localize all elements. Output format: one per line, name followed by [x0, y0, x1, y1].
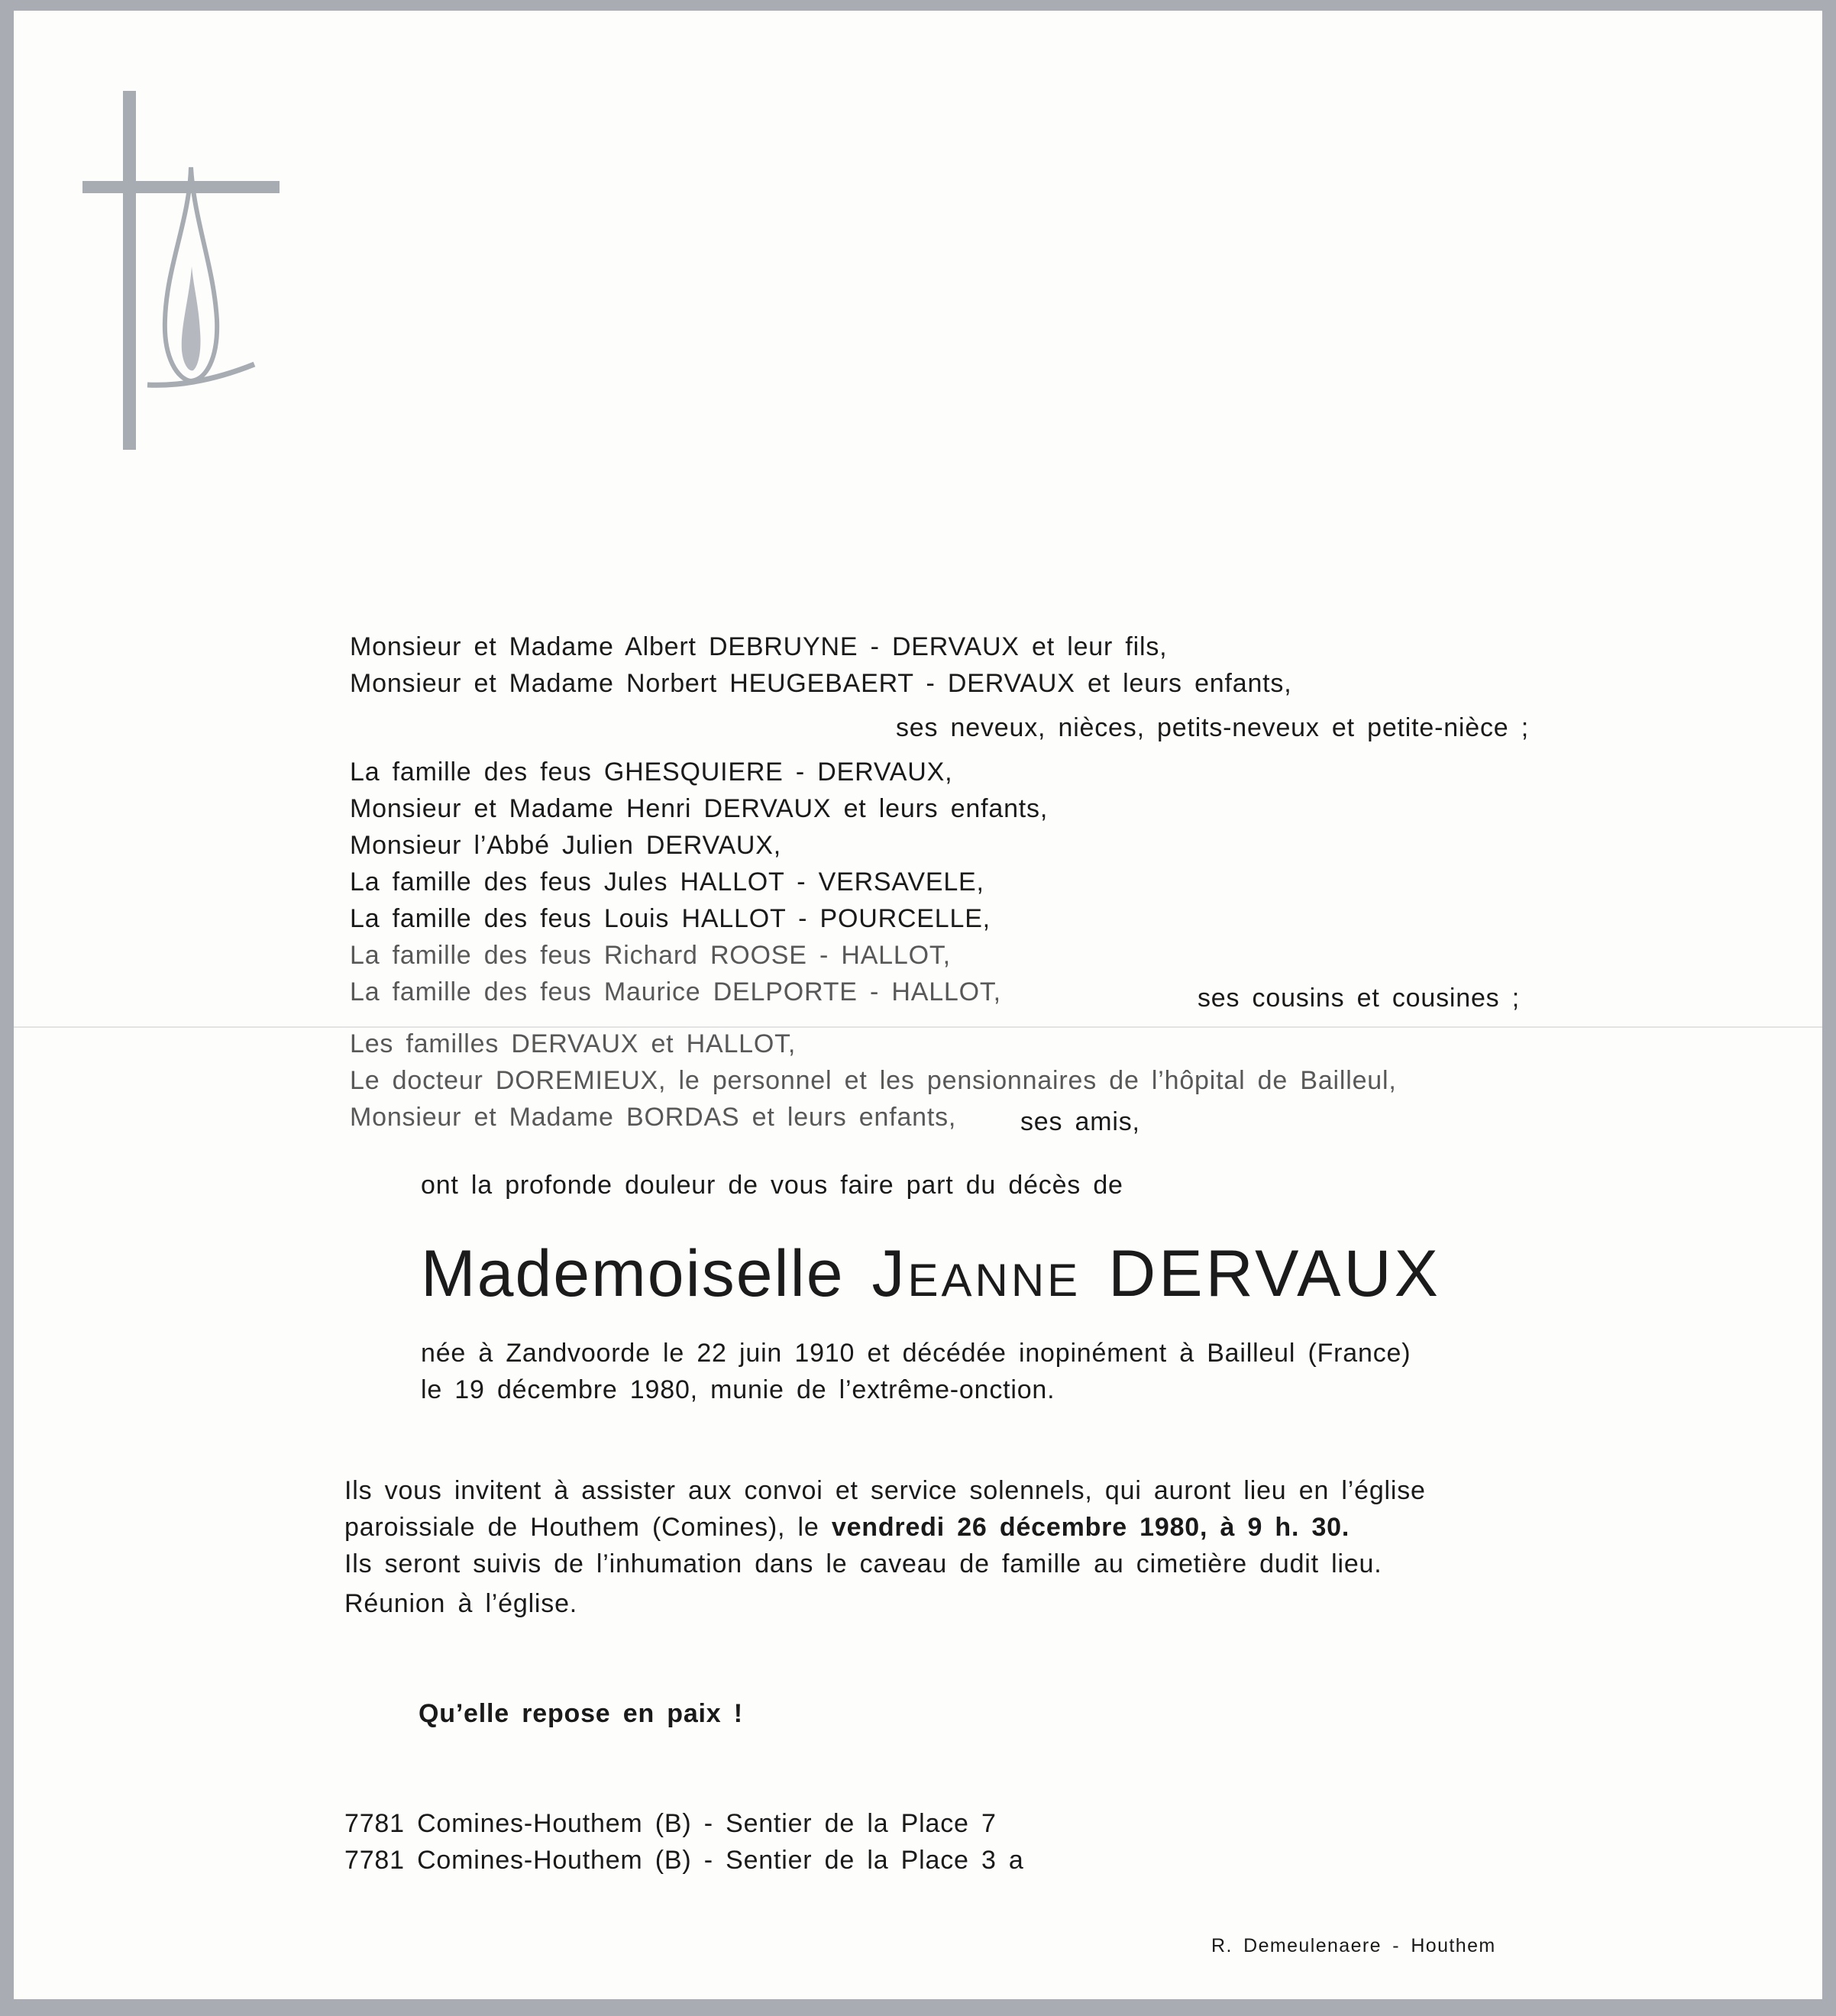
invitation-line: Ils seront suivis de l’inhumation dans le caveau de famille au cimetière dudit lieu. [344, 1549, 1382, 1578]
family-line: Monsieur et Madame Norbert HEUGEBAERT - DERVAUX et leurs enfants, [350, 669, 1292, 698]
deceased-last-name: DERVAUX [1108, 1237, 1441, 1310]
address-line: 7781 Comines-Houthem (B) - Sentier de la Place 7 [344, 1809, 997, 1838]
address-line: 7781 Comines-Houthem (B) - Sentier de la Place 3 a [344, 1846, 1024, 1875]
family-line: Le docteur DOREMIEUX, le personnel et les pensionnaires de l’hôpital de Bailleul, [350, 1066, 1397, 1095]
relation-label: ses neveux, nièces, petits-neveux et petite-nièce ; [896, 713, 1529, 742]
family-line: Monsieur et Madame Albert DEBRUYNE - DERVAUX et leur fils, [350, 632, 1168, 661]
relation-label: ses amis, [1020, 1107, 1140, 1136]
invitation-line: Ils vous invitent à assister aux convoi et service solennels, qui auront lieu en l’église [344, 1476, 1426, 1505]
deceased-first-name: Jeanne [871, 1237, 1081, 1310]
deceased-name [421, 1237, 1441, 1310]
family-line: Monsieur et Madame BORDAS et leurs enfants, [350, 1103, 957, 1132]
deceased-title: Mademoiselle [421, 1237, 845, 1310]
birth-death-line: née à Zandvoorde le 22 juin 1910 et décédée inopinément à Bailleul (France) [421, 1339, 1411, 1368]
service-date: vendredi 26 décembre 1980, à 9 h. 30. [831, 1513, 1350, 1542]
prayer-line: Qu’elle repose en paix ! [419, 1699, 743, 1728]
family-line: La famille des feus Richard ROOSE - HALLOT, [350, 941, 951, 970]
family-line: Les familles DERVAUX et HALLOT, [350, 1029, 797, 1058]
relation-label: ses cousins et cousines ; [1198, 984, 1520, 1013]
invitation-line: paroissiale de Houthem (Comines), le vendredi 26 décembre 1980, à 9 h. 30. [344, 1513, 1350, 1542]
family-line: La famille des feus Jules HALLOT - VERSAVELE, [350, 867, 984, 897]
family-line: La famille des feus Maurice DELPORTE - HALLOT, [350, 977, 1001, 1006]
cross-with-flame-icon [82, 91, 312, 457]
death-notice-card [14, 11, 1822, 1999]
printer-credit: R. Demeulenaere - Houthem [1211, 1935, 1496, 1956]
family-line: La famille des feus Louis HALLOT - POURCELLE, [350, 904, 991, 933]
fold-line [14, 1026, 1822, 1028]
announcement-text: ont la profonde douleur de vous faire part du décès de [421, 1171, 1123, 1200]
family-line: La famille des feus GHESQUIERE - DERVAUX, [350, 758, 953, 787]
family-line: Monsieur et Madame Henri DERVAUX et leurs enfants, [350, 794, 1049, 823]
family-line: Monsieur l’Abbé Julien DERVAUX, [350, 831, 782, 860]
meeting-line: Réunion à l’église. [344, 1589, 578, 1618]
birth-death-line: le 19 décembre 1980, munie de l’extrême-onction. [421, 1375, 1055, 1404]
